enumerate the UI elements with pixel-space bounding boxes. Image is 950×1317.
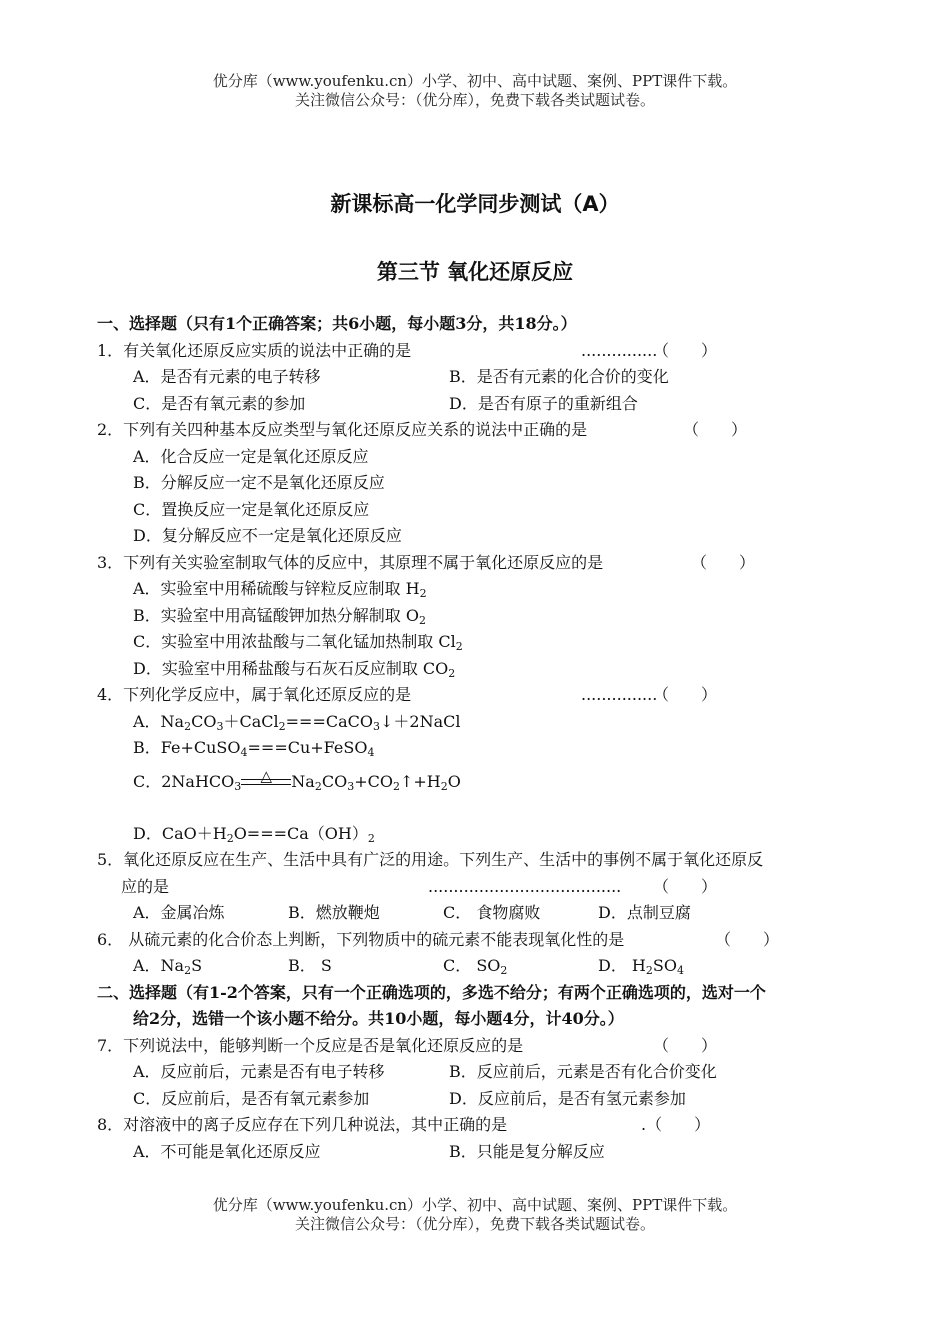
- q6-answer-paren: （ ）: [715, 929, 780, 949]
- subscript: 4: [240, 746, 248, 759]
- q2-option-b: B．分解反应一定不是氧化还原反应: [133, 473, 385, 492]
- q2-stem: 2．下列有关四种基本反应类型与氧化还原反应关系的说法中正确的是: [97, 420, 588, 439]
- header-line-1: 优分库（www.youfenku.cn）小学、初中、高中试题、案例、PPT课件下载。: [212, 72, 738, 90]
- q2-option-c: C．置换反应一定是氧化还原反应: [133, 499, 370, 519]
- delta-icon: △: [260, 767, 273, 785]
- q3-option-b: [97, 603, 867, 630]
- question-body: [97, 311, 867, 1165]
- subscript: 2: [448, 666, 456, 680]
- question-8: [97, 1112, 867, 1139]
- q7-option-c: C．反应前后，是否有氧元素参加: [133, 1088, 370, 1108]
- section-title: 第三节 氧化还原反应: [376, 260, 574, 284]
- header-line-2: 关注微信公众号：（优分库），免费下载各类试题试卷。: [294, 91, 655, 109]
- subscript: 3: [347, 779, 355, 793]
- subscript: 2: [184, 719, 192, 733]
- q4-option-c: [97, 762, 867, 795]
- q2-option-a: A．化合反应一定是氧化还原反应: [133, 446, 369, 466]
- subscript: 4: [676, 964, 684, 977]
- question-4: [97, 682, 867, 709]
- subscript: 3: [216, 719, 224, 733]
- spacer: [97, 795, 867, 821]
- subscript: 2: [418, 613, 426, 627]
- formula-part: S: [191, 956, 203, 975]
- q6-option-c: [443, 953, 598, 980]
- subscript: 2: [226, 831, 234, 845]
- subscript: 3: [372, 719, 380, 733]
- formula-part: ===CaCO: [285, 711, 373, 731]
- subscript: 2: [314, 779, 322, 793]
- question-6: [97, 927, 867, 954]
- question-7: [97, 1033, 867, 1060]
- q3-option-c: [97, 629, 867, 656]
- footer-line-1: 优分库（www.youfenku.cn）小学、初中、高中试题、案例、PPT课件下载。: [212, 1196, 738, 1214]
- q5-options: [97, 900, 867, 927]
- q2-answer-paren: （ ）: [683, 420, 748, 439]
- q8-stem: 8．对溶液中的离子反应存在下列几种说法，其中正确的是: [97, 1115, 508, 1134]
- formula-part: ＋CaCl: [223, 711, 279, 731]
- q3-stem: 3．下列有关实验室制取气体的反应中，其原理不属于氧化还原反应的是: [97, 552, 604, 572]
- subscript: 2: [455, 640, 463, 653]
- q6-option-d: [598, 956, 684, 975]
- q3-answer-paren: （ ）: [691, 552, 756, 572]
- formula-part: D． H: [598, 956, 646, 975]
- subscript: 2: [392, 779, 400, 793]
- subscript: 2: [367, 831, 375, 845]
- formula-part: ↓＋2NaCl: [379, 711, 461, 731]
- q5-answer-paren: （ ）: [653, 876, 718, 896]
- formula-part: C． SO: [443, 956, 501, 975]
- formula-part: O===Ca（OH）: [233, 823, 368, 843]
- section-2-heading: 二、选择题（有1-2个答案，只有一个正确选项的，多选不给分；有两个正确选项的，选对一个: [97, 982, 766, 1002]
- formula-part: ===Cu+FeSO: [247, 738, 368, 757]
- q8-answer-paren: .（ ）: [641, 1115, 711, 1134]
- q4-option-b: [97, 735, 867, 762]
- section-2-heading-cont: 给2分，选错一个该小题不给分。共10小题，每小题4分，计40分。）: [133, 1009, 624, 1028]
- subscript: 2: [419, 587, 427, 600]
- q1-options-cd: [97, 391, 867, 418]
- formula-part: +CO: [354, 771, 393, 791]
- q1-option-b: B．是否有元素的化合价的变化: [449, 367, 669, 386]
- subscript: 3: [234, 779, 242, 793]
- q1-option-d: D．是否有原子的重新组合: [449, 393, 638, 413]
- q4-option-d: [97, 821, 867, 848]
- formula-part: CO: [191, 711, 217, 731]
- formula-part: ↑+H: [399, 771, 441, 791]
- q7-options-ab: [97, 1059, 867, 1086]
- q6-stem: 6． 从硫元素的化合价态上判断，下列物质中的硫元素不能表现氧化性的是: [97, 929, 625, 949]
- formula-part: SO: [652, 956, 677, 975]
- q6-options: [97, 953, 867, 980]
- subscript: 2: [278, 719, 286, 733]
- q1-dots: ...............: [581, 340, 658, 360]
- q1-answer-paren: （ ）: [653, 340, 718, 360]
- q7-option-d: D．反应前后，是否有氢元素参加: [449, 1088, 686, 1108]
- q7-answer-paren: （ ）: [653, 1035, 718, 1055]
- q5-dots: ......................................: [428, 876, 622, 896]
- footer-line-2: 关注微信公众号：（优分库），免费下载各类试题试卷。: [294, 1215, 655, 1233]
- q5-option-c: C． 食物腐败: [443, 903, 541, 922]
- q4-option-a: [97, 709, 867, 736]
- formula-part: CO: [321, 771, 348, 791]
- q3-option-d: [97, 656, 867, 683]
- q5-option-d: D．点制豆腐: [598, 903, 691, 922]
- subscript: 2: [440, 779, 448, 793]
- subscript: 2: [500, 964, 508, 977]
- q3-option-a-text: A．实验室中用稀硫酸与锌粒反应制取 H: [133, 579, 420, 598]
- formula-part: O: [447, 771, 461, 791]
- q1-options-ab: [97, 364, 867, 391]
- q5-option-a: A．金属冶炼: [133, 903, 225, 922]
- question-5: 5．氧化还原反应在生产、生活中具有广泛的用途。下列生产、生活中的事例不属于氧化还原反: [97, 850, 764, 869]
- page-header: [0, 72, 950, 110]
- q6-option-b: B． S: [288, 956, 332, 975]
- q3-option-b-text: B．实验室中用高锰酸钾加热分解制取 O: [133, 605, 419, 625]
- q1-option-a: A．是否有元素的电子转移: [133, 367, 321, 386]
- formula-part: A．Na: [133, 956, 185, 975]
- q7-option-a: A．反应前后，元素是否有电子转移: [133, 1062, 385, 1081]
- formula-part: D．CaO＋H: [133, 823, 227, 843]
- subscript: 4: [367, 746, 375, 759]
- q3-option-c-text: C．实验室中用浓盐酸与二氧化锰加热制取 Cl: [133, 632, 456, 651]
- page-footer: [0, 1196, 950, 1234]
- formula-part: A．Na: [133, 711, 185, 731]
- q8-options-ab: [97, 1139, 867, 1166]
- q8-option-a: A．不可能是氧化还原反应: [133, 1141, 321, 1161]
- q4-answer-paren: （ ）: [653, 685, 718, 704]
- q3-option-a: [97, 576, 867, 603]
- q7-option-b: B．反应前后，元素是否有化合价变化: [449, 1062, 717, 1081]
- q5-option-b: B．燃放鞭炮: [288, 903, 380, 922]
- heat-arrow: [241, 767, 291, 792]
- question-2: [97, 417, 867, 444]
- q2-option-d: D．复分解反应不一定是氧化还原反应: [133, 526, 402, 545]
- double-line: [241, 779, 291, 785]
- q4-stem: 4．下列化学反应中，属于氧化还原反应的是: [97, 685, 412, 704]
- q8-option-b: B．只能是复分解反应: [449, 1141, 605, 1161]
- question-5-cont: [97, 874, 867, 901]
- question-3: [97, 550, 867, 577]
- q3-option-d-text: D．实验室中用稀盐酸与石灰石反应制取 CO: [133, 658, 449, 678]
- formula-part: B．Fe+CuSO: [133, 738, 241, 757]
- q7-options-cd: [97, 1086, 867, 1113]
- formula-part: Na: [291, 771, 315, 791]
- subscript: 2: [645, 964, 653, 977]
- subscript: 2: [184, 964, 192, 977]
- q4-dots: ...............: [581, 685, 658, 704]
- q7-stem: 7．下列说法中，能够判断一个反应是否是氧化还原反应的是: [97, 1035, 524, 1055]
- q1-option-c: C．是否有氧元素的参加: [133, 393, 306, 413]
- document-title: 新课标高一化学同步测试（A）: [330, 192, 620, 216]
- q1-stem: 1．有关氧化还原反应实质的说法中正确的是: [97, 340, 412, 360]
- q5-stem-2: 应的是: [121, 876, 170, 896]
- formula-part: C．2NaHCO: [133, 771, 235, 791]
- section-1-heading: 一、选择题（只有1个正确答案；共6小题，每小题3分，共18分。）: [97, 314, 577, 333]
- q6-option-a: [133, 953, 288, 980]
- question-1: [97, 338, 867, 365]
